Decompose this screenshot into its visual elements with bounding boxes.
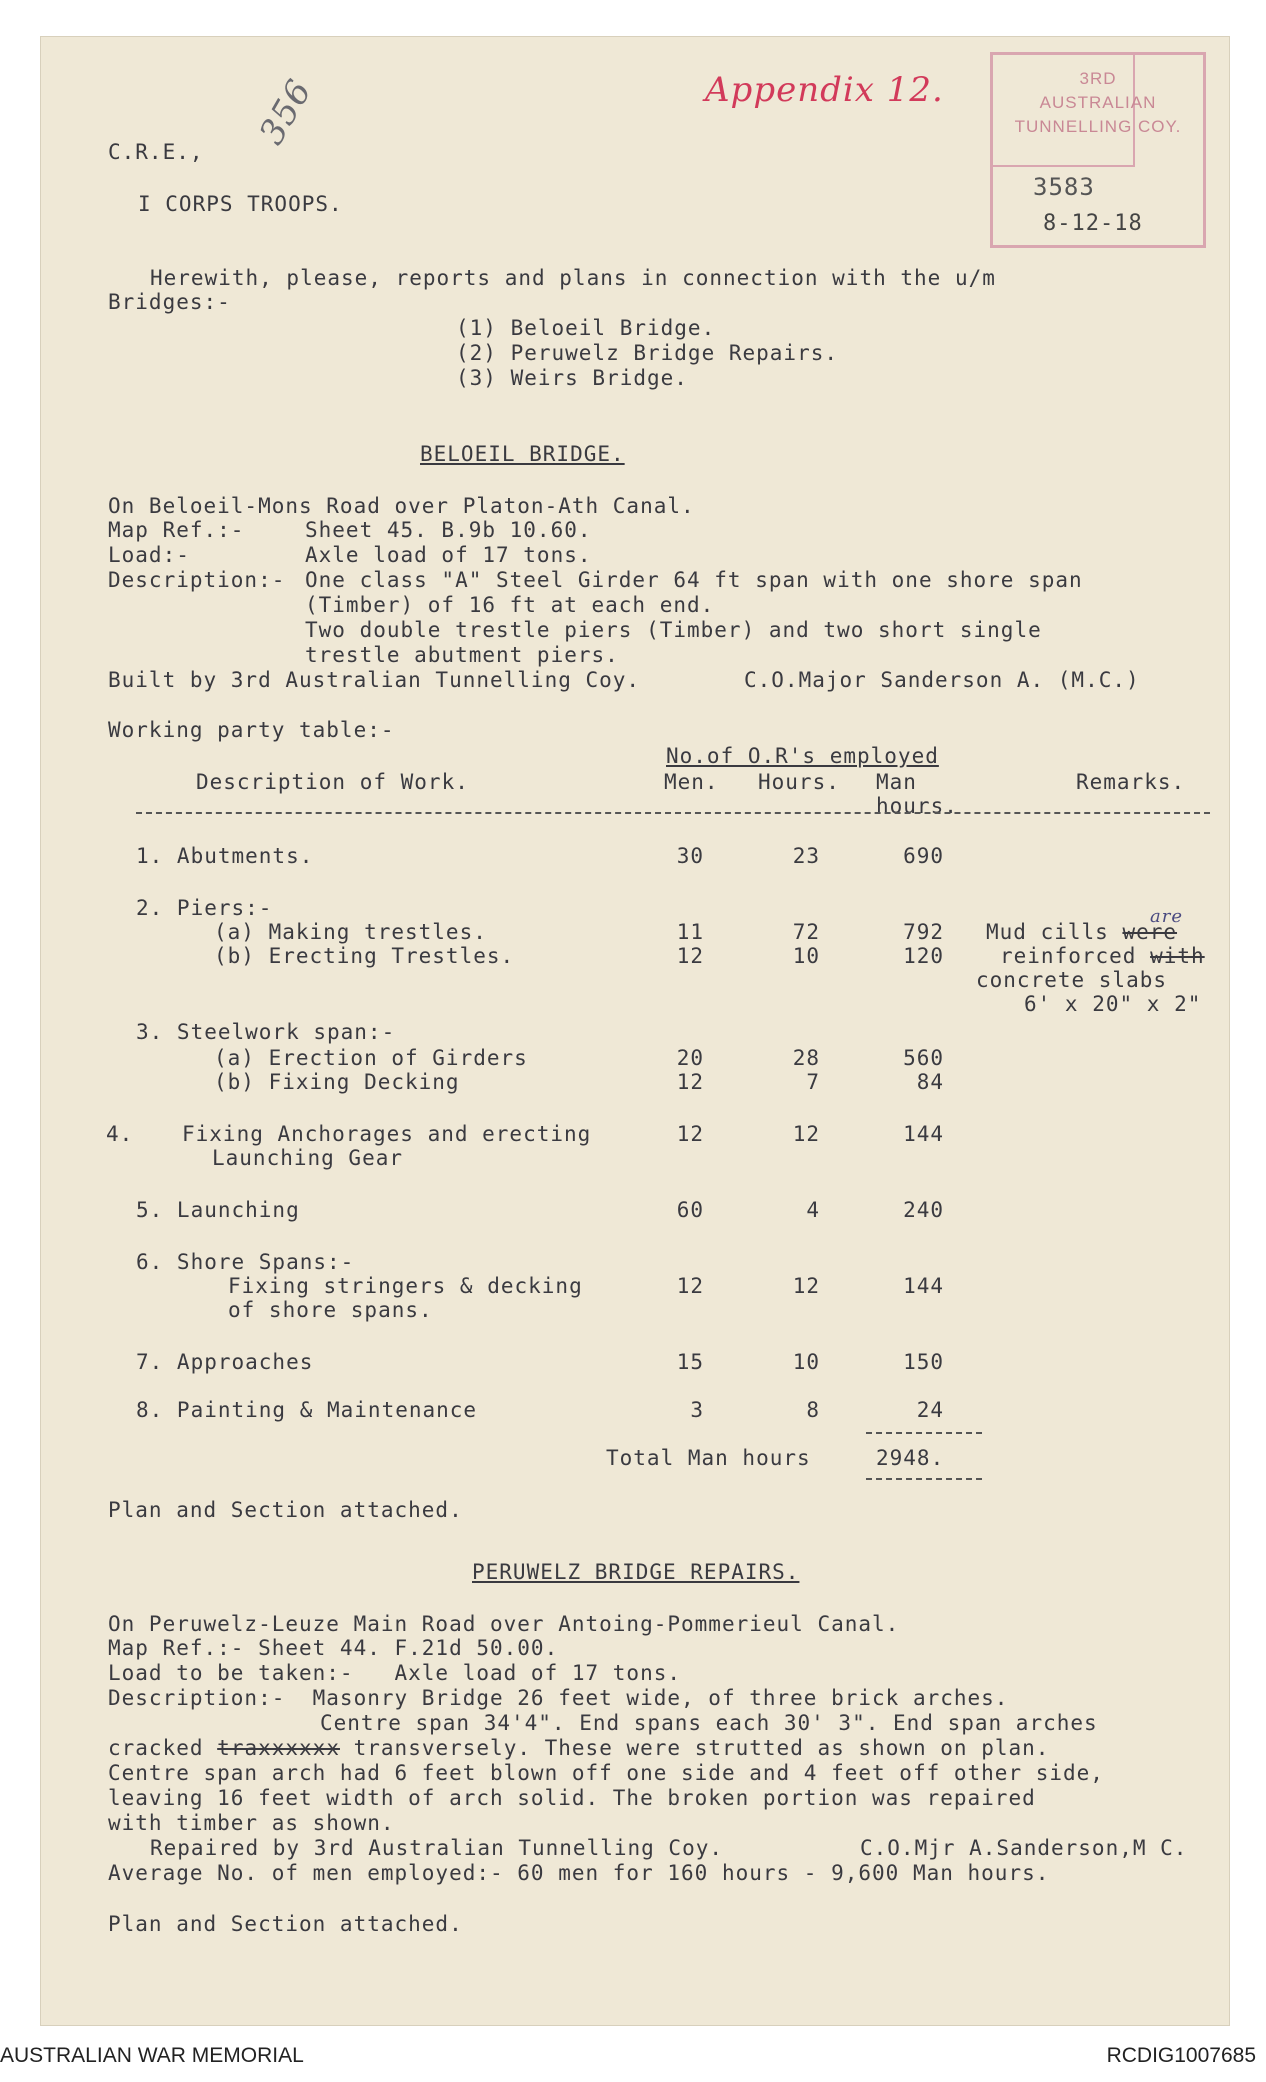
row-painting-men: 3	[690, 1398, 704, 1422]
remarks-handwritten-correction: are	[1150, 906, 1183, 927]
row-abutments-men: 30	[676, 844, 704, 868]
beloeil-desc-line-3: Two double trestle piers (Timber) and two short single	[305, 618, 1042, 642]
row-fixing-stringers-hours: 12	[792, 1274, 820, 1298]
row-making-trestles-hours: 72	[792, 920, 820, 944]
beloeil-map-label: Map Ref.:-	[108, 518, 245, 542]
intro-item-2: (2) Peruwelz Bridge Repairs.	[456, 341, 839, 365]
row-painting-manhours: 24	[916, 1398, 944, 1422]
row-making-trestles-men: 11	[676, 920, 704, 944]
address-line-1: C.R.E.,	[108, 140, 204, 164]
received-stamp	[990, 52, 1206, 248]
row-fixing-decking-manhours: 84	[916, 1070, 944, 1094]
row-fixing-decking-men: 12	[676, 1070, 704, 1094]
row-painting: 8. Painting & Maintenance	[136, 1398, 478, 1422]
beloeil-desc-line-4: trestle abutment piers.	[305, 643, 619, 667]
peruwelz-line-2-rest: transversely. These were strutted as shown on plan.	[353, 1736, 1050, 1760]
row-fixing-decking: (b) Fixing Decking	[214, 1070, 460, 1094]
peruwelz-map: Map Ref.:- Sheet 44. F.21d 50.00.	[108, 1636, 559, 1660]
row-steelwork: 3. Steelwork span:-	[136, 1020, 396, 1044]
row-approaches-manhours: 150	[903, 1350, 944, 1374]
remarks-line-3: concrete slabs	[976, 968, 1168, 992]
row-approaches-men: 15	[676, 1350, 704, 1374]
peruwelz-line-5: with timber as shown.	[108, 1811, 395, 1835]
row-launching: 5. Launching	[136, 1198, 300, 1222]
peruwelz-line-4: leaving 16 feet width of arch solid. The broken portion was repaired	[108, 1786, 1036, 1810]
folio-number-handwritten: 356	[251, 72, 321, 152]
peruwelz-plan-note: Plan and Section attached.	[108, 1912, 463, 1936]
beloeil-built-by: Built by 3rd Australian Tunnelling Coy.	[108, 668, 641, 692]
peruwelz-line-3: Centre span arch had 6 feet blown off one side and 4 feet off other side,	[108, 1761, 1104, 1785]
intro-item-1: (1) Beloeil Bridge.	[456, 316, 716, 340]
address-line-2: I CORPS TROOPS.	[138, 192, 343, 216]
row-erection-girders-men: 20	[676, 1046, 704, 1070]
row-erecting-trestles-manhours: 120	[903, 944, 944, 968]
row-making-trestles-manhours: 792	[903, 920, 944, 944]
row-erecting-trestles-men: 12	[676, 944, 704, 968]
beloeil-commanding-officer: C.O.Major Sanderson A. (M.C.)	[744, 668, 1140, 692]
beloeil-heading: BELOEIL BRIDGE.	[420, 442, 625, 466]
peruwelz-load: Load to be taken:- Axle load of 17 tons.	[108, 1661, 682, 1685]
total-value: 2948.	[876, 1446, 945, 1470]
row-fixing-anchorages-men: 12	[676, 1122, 704, 1146]
remarks-text-2: reinforced	[1000, 944, 1137, 968]
table-col-hours: Hours.	[758, 770, 840, 794]
remarks-line-4: 6' x 20" x 2"	[1024, 992, 1202, 1016]
row-erection-girders-manhours: 560	[903, 1046, 944, 1070]
peruwelz-cracked: cracked	[108, 1736, 204, 1760]
row-abutments-manhours: 690	[903, 844, 944, 868]
beloeil-plan-note: Plan and Section attached.	[108, 1498, 463, 1522]
total-rule-top	[866, 1432, 982, 1434]
row-fixing-anchorages-hours: 12	[792, 1122, 820, 1146]
peruwelz-line-1: Centre span 34'4". End spans each 30' 3". End span arches	[320, 1711, 1098, 1735]
table-header-rule	[136, 812, 1210, 814]
peruwelz-struck-word: traxxxxxx	[217, 1736, 340, 1760]
row-launching-men: 60	[676, 1198, 704, 1222]
row-fixing-decking-hours: 7	[806, 1070, 820, 1094]
remarks-text-1: Mud cills	[986, 920, 1109, 944]
beloeil-load-label: Load:-	[108, 543, 190, 567]
row-launching-gear: Launching Gear	[212, 1146, 404, 1170]
row-fixing-stringers-men: 12	[676, 1274, 704, 1298]
peruwelz-description: Description:- Masonry Bridge 26 feet wide, of three brick arches.	[108, 1686, 1009, 1710]
stamp-line-1: 3RD	[1079, 69, 1117, 88]
beloeil-map-value: Sheet 45. B.9b 10.60.	[305, 518, 592, 542]
stamp-number: 3583	[1033, 173, 1095, 201]
row-erecting-trestles-hours: 10	[792, 944, 820, 968]
beloeil-location: On Beloeil-Mons Road over Platon-Ath Canal.	[108, 494, 695, 518]
row-4-number: 4.	[106, 1122, 134, 1146]
table-col-manhours-2: hours.	[876, 794, 958, 818]
remarks-struck-word-2: with	[1150, 944, 1205, 968]
row-fixing-stringers: Fixing stringers & decking	[228, 1274, 583, 1298]
total-label: Total Man hours	[606, 1446, 811, 1470]
beloeil-desc-label: Description:-	[108, 568, 286, 592]
stamp-date: 8-12-18	[1043, 211, 1143, 236]
row-shore-spans: 6. Shore Spans:-	[136, 1250, 355, 1274]
stamp-line-3: TUNNELLING COY.	[1014, 117, 1182, 136]
peruwelz-line-2	[108, 1736, 1049, 1760]
row-erecting-trestles: (b) Erecting Trestles.	[214, 944, 515, 968]
table-col-manhours-1: Man	[876, 770, 917, 794]
row-abutments: 1. Abutments.	[136, 844, 314, 868]
appendix-note-handwritten: Appendix 12.	[705, 70, 944, 110]
peruwelz-location: On Peruwelz-Leuze Main Road over Antoing-Pommerieul Canal.	[108, 1612, 900, 1636]
row-launching-hours: 4	[806, 1198, 820, 1222]
row-of-shore-spans: of shore spans.	[228, 1298, 433, 1322]
row-fixing-anchorages: Fixing Anchorages and erecting	[182, 1122, 592, 1146]
remarks-struck-word-1: were	[1122, 920, 1178, 944]
row-fixing-anchorages-manhours: 144	[903, 1122, 944, 1146]
row-painting-hours: 8	[806, 1398, 820, 1422]
peruwelz-repaired-by: Repaired by 3rd Australian Tunnelling Coy.	[150, 1836, 724, 1860]
row-approaches-hours: 10	[792, 1350, 820, 1374]
intro-item-3: (3) Weirs Bridge.	[456, 366, 688, 390]
footer-source: AUSTRALIAN WAR MEMORIAL	[0, 2044, 304, 2067]
stamp-line-2: AUSTRALIAN	[1039, 93, 1157, 112]
beloeil-load-value: Axle load of 17 tons.	[305, 543, 592, 567]
footer-record-id: RCDIG1007685	[1106, 2044, 1256, 2067]
intro-line-2: Bridges:-	[108, 290, 231, 314]
table-col-description: Description of Work.	[196, 770, 469, 794]
row-erection-girders: (a) Erection of Girders	[214, 1046, 528, 1070]
table-col-remarks: Remarks.	[1076, 770, 1186, 794]
row-launching-manhours: 240	[903, 1198, 944, 1222]
row-piers: 2. Piers:-	[136, 896, 273, 920]
peruwelz-heading: PERUWELZ BRIDGE REPAIRS.	[472, 1560, 800, 1584]
beloeil-desc-line-2: (Timber) of 16 ft at each end.	[305, 593, 715, 617]
row-fixing-stringers-manhours: 144	[903, 1274, 944, 1298]
row-approaches: 7. Approaches	[136, 1350, 314, 1374]
row-erection-girders-hours: 28	[792, 1046, 820, 1070]
table-group-header: No.of O.R's employed	[666, 744, 939, 768]
peruwelz-commanding-officer: C.O.Mjr A.Sanderson,M C.	[860, 1836, 1188, 1860]
remarks-line-1	[986, 920, 1177, 944]
intro-line-1: Herewith, please, reports and plans in connection with the u/m	[150, 266, 996, 290]
row-making-trestles: (a) Making trestles.	[214, 920, 487, 944]
total-rule-bottom	[866, 1478, 982, 1480]
beloeil-desc-line-1: One class "A" Steel Girder 64 ft span with one shore span	[305, 568, 1083, 592]
table-col-men: Men.	[664, 770, 719, 794]
row-abutments-hours: 23	[792, 844, 820, 868]
working-party-label: Working party table:-	[108, 718, 395, 742]
peruwelz-average-men: Average No. of men employed:- 60 men for 160 hours - 9,600 Man hours.	[108, 1861, 1050, 1885]
remarks-line-2	[1000, 944, 1205, 968]
